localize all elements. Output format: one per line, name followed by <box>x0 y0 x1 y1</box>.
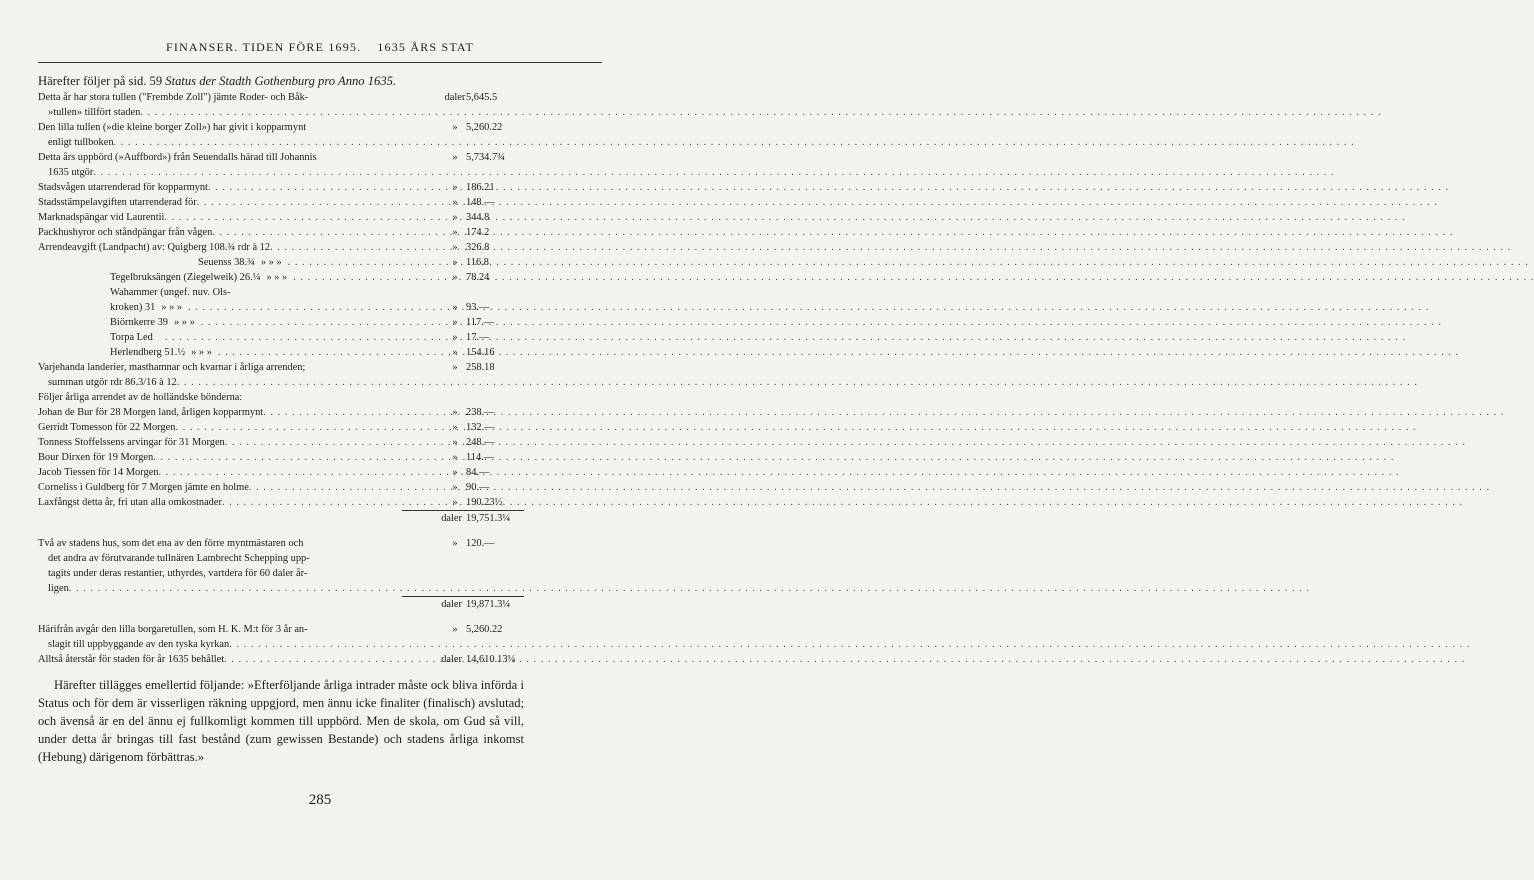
land-rent-block <box>38 255 524 360</box>
ditto-mark: » <box>452 497 458 508</box>
ditto-mark: » <box>452 122 458 133</box>
account-table <box>38 72 524 667</box>
ditto-mark: » <box>452 407 458 418</box>
amount: 90.— <box>466 482 490 493</box>
ditto-mark: daler <box>444 92 466 103</box>
amount: 17.— <box>466 332 490 343</box>
running-header <box>38 40 602 55</box>
deduction-entry <box>38 622 524 652</box>
amount: 248.— <box>466 437 495 448</box>
farmer-row: Gerridt Tomesson för 22 Morgen . . . » 132.— <box>38 420 524 435</box>
amount: 116.8 <box>466 257 489 268</box>
entries-block <box>38 90 524 255</box>
header-title: FINANSER. TIDEN FÖRE 1695. <box>166 40 362 54</box>
ditto-mark: » <box>452 332 458 343</box>
ditto-mark: » <box>452 437 458 448</box>
land-rent-row: kroken) 31 » » » . . . » 93.— <box>38 300 524 315</box>
farmer-row: Tonness Stoffelssens arvingar för 31 Morgen . . . » 248.— <box>38 435 524 450</box>
ditto-mark: » <box>452 257 458 268</box>
ditto-marks: » » » <box>174 317 195 328</box>
land-rent-row: Herlendberg 51.½ » » » . . . » 154.16 <box>38 345 524 360</box>
amount: 93.— <box>466 302 490 313</box>
misc-rent-block <box>38 360 524 390</box>
amount: 132.— <box>466 422 495 433</box>
ditto-marks: » » » <box>266 272 288 283</box>
ditto-mark: » <box>452 242 458 253</box>
amount: 84.— <box>466 467 490 478</box>
dutch-heading: Följer årliga arrendet av de holländske bönderna: <box>38 392 243 403</box>
ditto-mark: » <box>452 482 458 493</box>
ledger-entry: Arrendeavgift (Landpacht) av: Quigberg 108.¾ rdr à 12 . . . » 326.8 <box>38 240 524 255</box>
ledger-entry: Packhushyror och ståndpängar från vågen . . . » 174.2 <box>38 225 524 240</box>
ditto-marks: » » » <box>260 257 282 268</box>
ditto-mark: » <box>452 302 458 313</box>
ditto-mark: » <box>452 467 458 478</box>
ditto-mark: » <box>452 212 458 223</box>
amount: 5,734.7¾ <box>466 152 505 163</box>
amount: 114.— <box>466 452 495 463</box>
farmer-row: Laxfångst detta år, fri utan alla omkostnader . . . » 190.23½ <box>38 495 524 510</box>
closing-paragraph: Härefter tillägges emellertid följande: »Efterföljande årliga intrader måste ock bliva införda i Status och för dem är visserligen räkning uppgjord, men ännu icke finaliter (finalisch) avslutad; och ävenså är en del ännu ej fullkomligt kommen till uppbörd. Men de skola, om Gud så vill, under detta år bringas till fast bestånd (zum gewissen Bestande) och stadens årliga inkomst (Hebung) därigenom förbättras.» <box>38 678 524 764</box>
ditto-mark: » <box>452 362 458 373</box>
land-rent-row: Biörnkerre 39 » » » . . . » 117.— <box>38 315 524 330</box>
total-row: daler 19,871.3¼ <box>38 596 524 612</box>
ledger-entry: Den lilla tullen (»die kleine borger Zoll») har givit i kopparmynt enligt tullboken . . . » 5,260.22 <box>38 120 524 150</box>
amount: 326.8 <box>466 242 490 253</box>
land-rent-row: Seuenss 38.¾ » » » . . . » 116.8 <box>38 255 524 270</box>
ditto-mark: » <box>452 272 458 283</box>
remainder-row: Alltså återstår för staden för år 1635 behållet . . . daler 14,610.13¼ <box>38 652 524 667</box>
farmer-row: Johan de Bur för 28 Morgen land, årligen kopparmynt . . . » 238.— <box>38 405 524 420</box>
amount: 148.— <box>466 197 495 208</box>
farmer-row: Corneliss i Guldberg för 7 Morgen jämte en holme . . . » 90.— <box>38 480 524 495</box>
amount: 5,645.5 <box>466 92 498 103</box>
ditto-marks: » » » <box>191 347 212 358</box>
status-title: Status der Stadth Gothenburg pro Anno 1635. <box>165 74 397 88</box>
ditto-mark: » <box>452 182 458 193</box>
ledger-entry: Detta år har stora tullen ("Frembde Zoll") jämte Roder- och Båk- »tullen» tillfört staden . . . daler 5,645.5 <box>38 90 524 120</box>
total-row: daler 19,751.3¼ <box>38 510 524 526</box>
remainder-amount: 14,610.13¼ <box>466 654 516 665</box>
land-rent-row: Tegelbruksängen (Ziegelweik) 26.¼ » » » . . . » 78.24 <box>38 270 524 285</box>
ditto-marks: » » » <box>161 302 183 313</box>
amount: 154.16 <box>466 347 495 358</box>
land-rent-row: Torpa Led . . . » 17.— <box>38 330 524 345</box>
amount: 174.2 <box>466 227 490 238</box>
land-rent-row: Wahammer (ungef. nuv. Ols- <box>110 287 231 298</box>
ledger-entry: Härifrån avgår den lilla borgaretullen, som H. K. M:t för 3 år an- slagit till uppbyggande av den tyska kyrkan . . . » 5,260.22 <box>38 622 524 652</box>
amount: 120.— <box>466 538 495 549</box>
amount: 5,260.22 <box>466 122 503 133</box>
ditto-mark: » <box>452 227 458 238</box>
ditto-mark: » <box>452 317 458 328</box>
ledger-entry: Två av stadens hus, som det ena av den förre myntmästaren och det andra av förutvarande tullnären Lambrecht Schepping upp- tagits under deras restantier, uthyrdes, vartdera för 60 daler år- ligen . . . » 120.— <box>38 536 524 596</box>
amount: 5,260.22 <box>466 624 503 635</box>
ditto-mark: » <box>452 152 458 163</box>
ledger-entry: Stadsvågen utarrenderad för kopparmynt . . . » 186.21 <box>38 180 524 195</box>
amount: 344.8 <box>466 212 490 223</box>
intro-line: Härefter följer på sid. 59 Status der Stadth Gothenburg pro Anno 1635. <box>38 74 397 88</box>
amount: 117.— <box>466 317 495 328</box>
ditto-mark: » <box>452 624 458 635</box>
ditto-mark: » <box>452 538 458 549</box>
ditto-mark: » <box>452 452 458 463</box>
farmer-row: Bour Dirxen för 19 Morgen . . . » 114.— <box>38 450 524 465</box>
total-amount: 19,751.3¼ <box>466 513 511 524</box>
ditto-mark: » <box>452 422 458 433</box>
header-rule <box>38 62 602 63</box>
amount: 186.21 <box>466 182 495 193</box>
farmer-row: Jacob Tiessen för 14 Morgen . . . » 84.— <box>38 465 524 480</box>
ledger-entry: Marknadspängar vid Laurentii . . . » 344.8 <box>38 210 524 225</box>
total-amount: 19,871.3¼ <box>466 599 511 610</box>
amount: 190.23½ <box>466 497 503 508</box>
ledger-entry: Stadsstämpelavgiften utarrenderad för . . . » 148.— <box>38 195 524 210</box>
amount: 78.24 <box>466 272 490 283</box>
house-entry <box>38 536 524 596</box>
ditto-mark: » <box>452 197 458 208</box>
dutch-farmers-block <box>38 405 524 510</box>
page-number: 285 <box>308 792 332 808</box>
ditto-mark: » <box>452 347 458 358</box>
ledger-entry: Detta års uppbörd (»Auffbord») från Seuendalls härad till Johannis 1635 utgör . . . » 5,734.7¾ <box>38 150 524 180</box>
ledger-entry: Varjehanda landerier, masthamnar och kvarnar i årliga arrenden; summan utgör rdr 86.3/16 à 12 . . . » 258.18 <box>38 360 524 390</box>
header-year: 1635 ÅRS STAT <box>377 40 474 54</box>
amount: 238.— <box>466 407 495 418</box>
amount: 258.18 <box>466 362 495 373</box>
